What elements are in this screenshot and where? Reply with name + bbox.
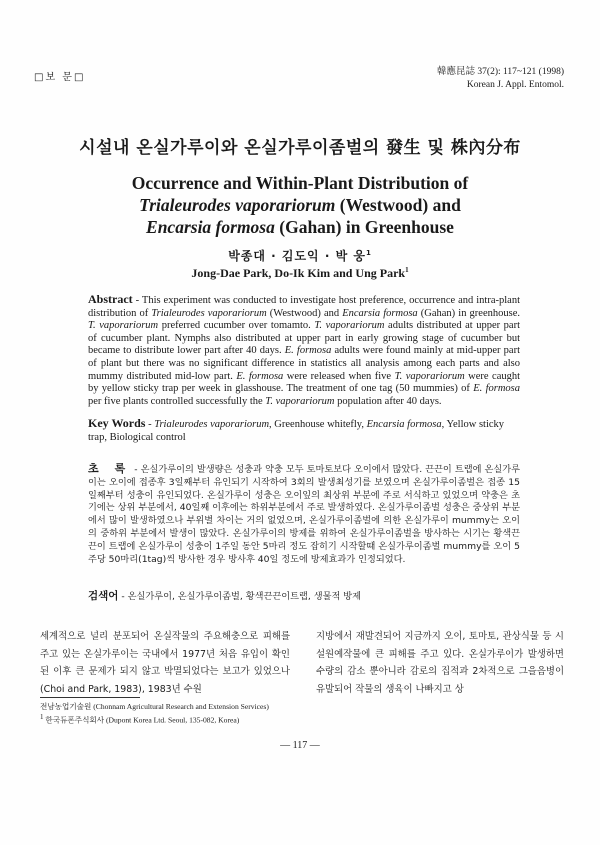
abstract	[88, 293, 520, 408]
species-name-2: Encarsia formosa	[146, 217, 275, 237]
body-column-right: 지방에서 재발견되어 지금까지 오이, 토마토, 관상식물 등 시설원예작물에 큰 피해를 주고 있다. 온실가루이가 발생하면 수량의 감소 뿐아니라 감로의 집적과 2차적으로 그을음병이 유발되어 작물의 생육이 나빠지고 상	[316, 631, 564, 695]
korean-keywords-label: 검색어	[88, 590, 119, 602]
species-name-1: Trialeurodes vaporariorum	[139, 195, 336, 215]
species-name: Trialeurodes vaporariorum	[151, 307, 267, 319]
affiliation-mark: 1	[405, 266, 409, 274]
abstract-text: - This experiment was conducted to investigate host preference, occurrence and intra-plant distribution of Trialeurodes vaporariorum (Westwood) and Encarsia formosa (Gahan) in greenhouse. T. vaporariorum preferred cucumber over tomamto. T. vaporariorum adults distributed at upper part of cucumber plant. Nymphs also distributed at upper part in early growing stage of cucumber but became to distribute lower part after 40 days. E. formosa adults were found mainly at mid-upper part of plant but there was no significant difference in statistics all analysis among each parts and also mummy distributed mid-low part. E. formosa were released when five T. vaporariorum were caught by yellow sticky trap per week in glasshouse. The treatment of one tag (50 mummies) of E. formosa per five plants controlled successfully the T. vaporariorum population after 40 days.	[88, 295, 521, 407]
body-column-left: 세계적으로 널리 분포되어 온실작물의 주요해충으로 피해를 주고 있는 온실가루이는 국내에서 1977년 처음 유입이 확인된 이후 큰 문제가 되지 않고 박멸되었다는 보고가 있었으나(Choi and Park, 1983), 1983년 수원	[40, 631, 290, 695]
keywords	[88, 417, 520, 444]
species-name: T. vaporariorum	[394, 370, 465, 382]
species-name: E. formosa	[236, 370, 284, 382]
page-number: — 117 —	[280, 740, 320, 751]
species-name: T. vaporariorum	[314, 320, 385, 332]
section-label: □보 문□	[34, 72, 86, 83]
journal-citation	[437, 66, 564, 92]
korean-abstract-label: 초 록	[88, 462, 132, 475]
korean-authors	[0, 247, 600, 264]
species-author-1: (Westwood) and	[335, 195, 461, 215]
species-name: Trialeurodes vaporariorum	[154, 419, 270, 430]
species-name: T. vaporariorum	[88, 320, 159, 332]
korean-keywords	[88, 588, 520, 603]
species-name: Encarsia formosa	[342, 307, 418, 319]
korean-abstract-text: - 온실가루이의 발생량은 성충과 약충 모두 토마토보다 오이에서 많았다. 끈끈이 트랩에 온실가루이는 오이에 접종후 3일째부터 유인되기 시작하여 3회의 발생최성기를 보였으며 온실가루이좀벌은 접종 15일째부터 성충이 유인되었다. 온실가루이 성충은 오이잎의 최상위 부분에 주로 서식하고 있었으며 약충은 초기에는 상위 부분에서, 40일째 이후에는 하위부분에서 주로 발생하였다. 온실가루이좀벌 성충은 중상위 부분에서 많이 발생하였으나 부위별 차이는 거의 없었으며, 온실가루이좀벌에 의한 온실가루이 mummy는 오이의 중하위 부분에서 발생이 많았다. 온실가루이의 방제를 위하여 온실가루이좀벌을 방사하는 시기는 황색끈끈이 트랩에 온실가루이 성충이 1주일 동안 5마리 정도 잡히기 시작할때 온실가루이좀벌 mummy를 오이 5주당 50마리(1tag)씩 방사한 경우 방사후 40일 정도에 방제효과가 인정되었다.	[88, 464, 520, 565]
affiliation-mark: 1	[365, 249, 372, 257]
korean-keywords-text: - 온실가루이, 온실가루이좀벌, 황색끈끈이트랩, 생물적 방제	[118, 591, 362, 602]
species-name: E. formosa	[284, 345, 332, 357]
footnote-mark: 1	[40, 713, 44, 721]
english-title-line1: Occurrence and Within-Plant Distribution of	[131, 173, 469, 193]
keywords-label: Key Words	[88, 416, 146, 430]
species-name: Encarsia formosa	[366, 419, 442, 430]
footnote-2	[40, 712, 269, 726]
footnote-2-text: 한국듀폰주식회사 (Dupont Korea Ltd. Seoul, 135-082, Korea)	[43, 715, 240, 725]
english-authors	[0, 266, 600, 281]
english-title	[0, 172, 600, 238]
keywords-text: - Trialeurodes vaporariorum, Greenhouse whitefly, Encarsia formosa, Yellow sticky trap, Biological control	[88, 419, 505, 443]
footnotes	[40, 701, 269, 726]
english-authors-names: Jong-Dae Park, Do-Ik Kim and Ung Park	[191, 266, 406, 280]
footnote-1: 전남농업기술원 (Chonnam Agricultural Research and Extension Services)	[40, 702, 269, 711]
journal-citation-kr: 韓應昆誌 37(2): 117~121 (1998)	[437, 67, 564, 77]
english-title-line2	[0, 194, 600, 216]
korean-abstract	[88, 463, 520, 566]
korean-title: 시설내 온실가루이와 온실가루이좀벌의 發生 및 株內分布	[79, 138, 521, 158]
korean-authors-names: 박종대 · 김도익 · 박 웅	[228, 249, 366, 263]
footnote-rule	[40, 697, 140, 698]
abstract-label: Abstract	[88, 292, 133, 306]
english-title-line3	[0, 216, 600, 238]
journal-citation-en: Korean J. Appl. Entomol.	[466, 80, 564, 90]
species-author-2: (Gahan) in Greenhouse	[274, 217, 454, 237]
species-name: E. formosa	[473, 383, 520, 395]
species-name: T. vaporariorum	[265, 395, 335, 407]
